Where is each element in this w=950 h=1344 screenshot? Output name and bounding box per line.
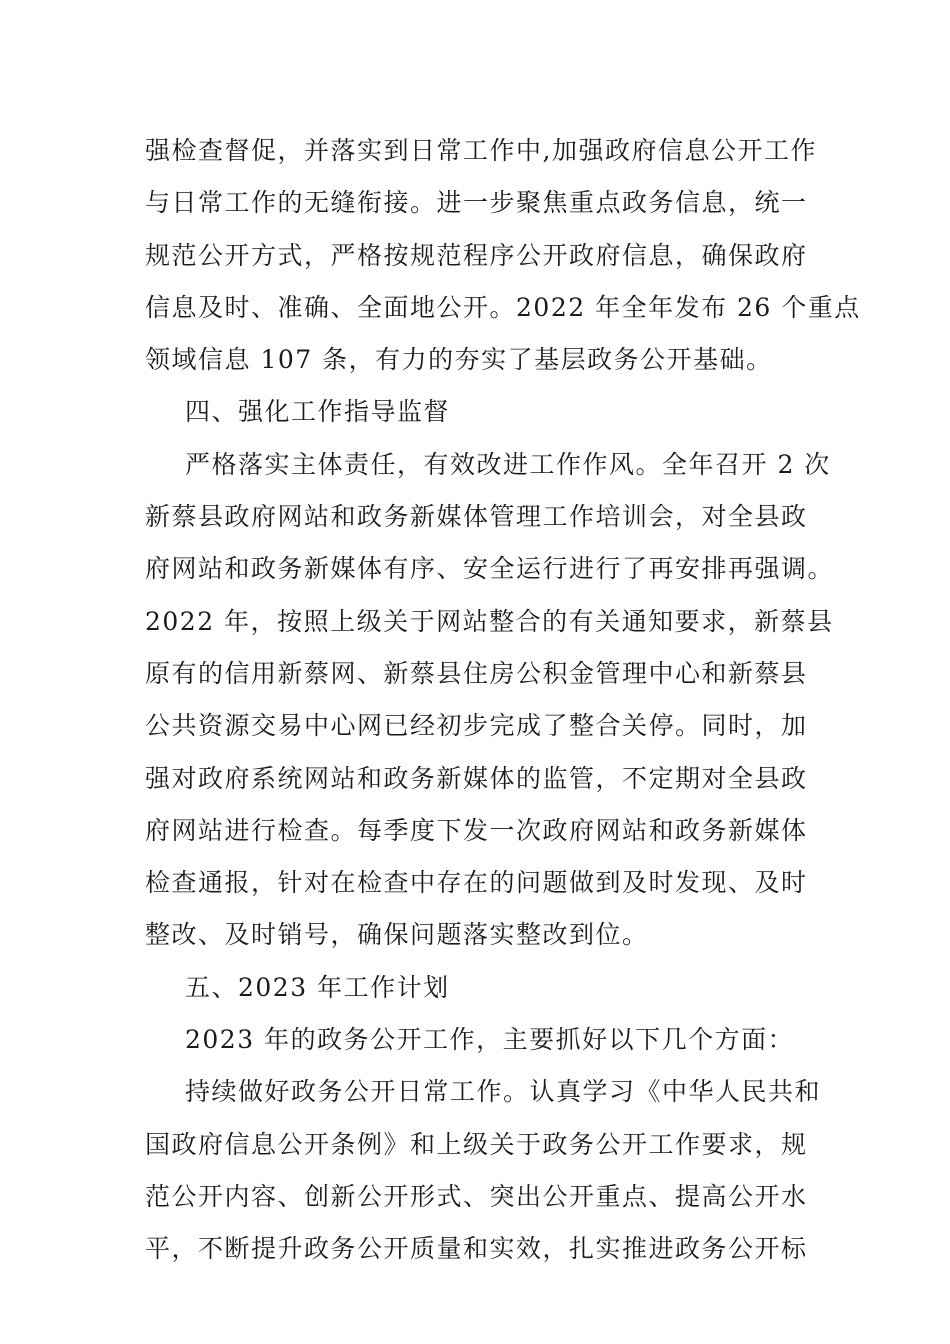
section-heading: 四、强化工作指导监督 [185, 397, 451, 427]
paragraph-start: 2023 年的政务公开工作，主要抓好以下几个方面： [185, 1025, 795, 1055]
section-heading: 五、2023 年工作计划 [185, 972, 450, 1002]
text-line: 与日常工作的无缝衔接。进一步聚焦重点政务信息，统一 [145, 188, 808, 218]
text-line: 强检查督促，并落实到日常工作中,加强政府信息公开工作 [145, 136, 817, 165]
paragraph-start: 持续做好政务公开日常工作。认真学习《中华人民共和 [185, 1077, 822, 1107]
text-line: 2022 年，按照上级关于网站整合的有关通知要求，新蔡县 [145, 606, 834, 636]
text-line: 新蔡县政府网站和政务新媒体管理工作培训会，对全县政 [145, 502, 808, 532]
text-line: 府网站进行检查。每季度下发一次政府网站和政务新媒体 [145, 815, 808, 845]
text-line: 平，不断提升政务公开质量和实效，扎实推进政务公开标 [145, 1234, 808, 1264]
body-text [145, 125, 861, 1276]
text-line: 整改、及时销号，确保问题落实整改到位。 [145, 920, 649, 950]
text-line: 原有的信用新蔡网、新蔡县住房公积金管理中心和新蔡县 [145, 658, 808, 688]
text-line: 检查通报，针对在检查中存在的问题做到及时发现、及时 [145, 868, 808, 898]
text-line: 强对政府系统网站和政务新媒体的监管，不定期对全县政 [145, 763, 808, 793]
text-line: 领域信息 107 条，有力的夯实了基层政务公开基础。 [145, 345, 773, 375]
paragraph-start: 严格落实主体责任，有效改进工作作风。全年召开 2 次 [185, 449, 831, 479]
text-line: 范公开内容、创新公开形式、突出公开重点、提高公开水 [145, 1181, 808, 1211]
text-line: 府网站和政务新媒体有序、安全运行进行了再安排再强调。 [145, 554, 835, 584]
text-line: 信息及时、准确、全面地公开。2022 年全年发布 26 个重点 [145, 292, 861, 322]
text-line: 公共资源交易中心网已经初步完成了整合关停。同时，加 [145, 711, 808, 741]
text-line: 规范公开方式，严格按规范程序公开政府信息，确保政府 [145, 240, 808, 270]
text-line: 国政府信息公开条例》和上级关于政务公开工作要求，规 [145, 1129, 808, 1159]
